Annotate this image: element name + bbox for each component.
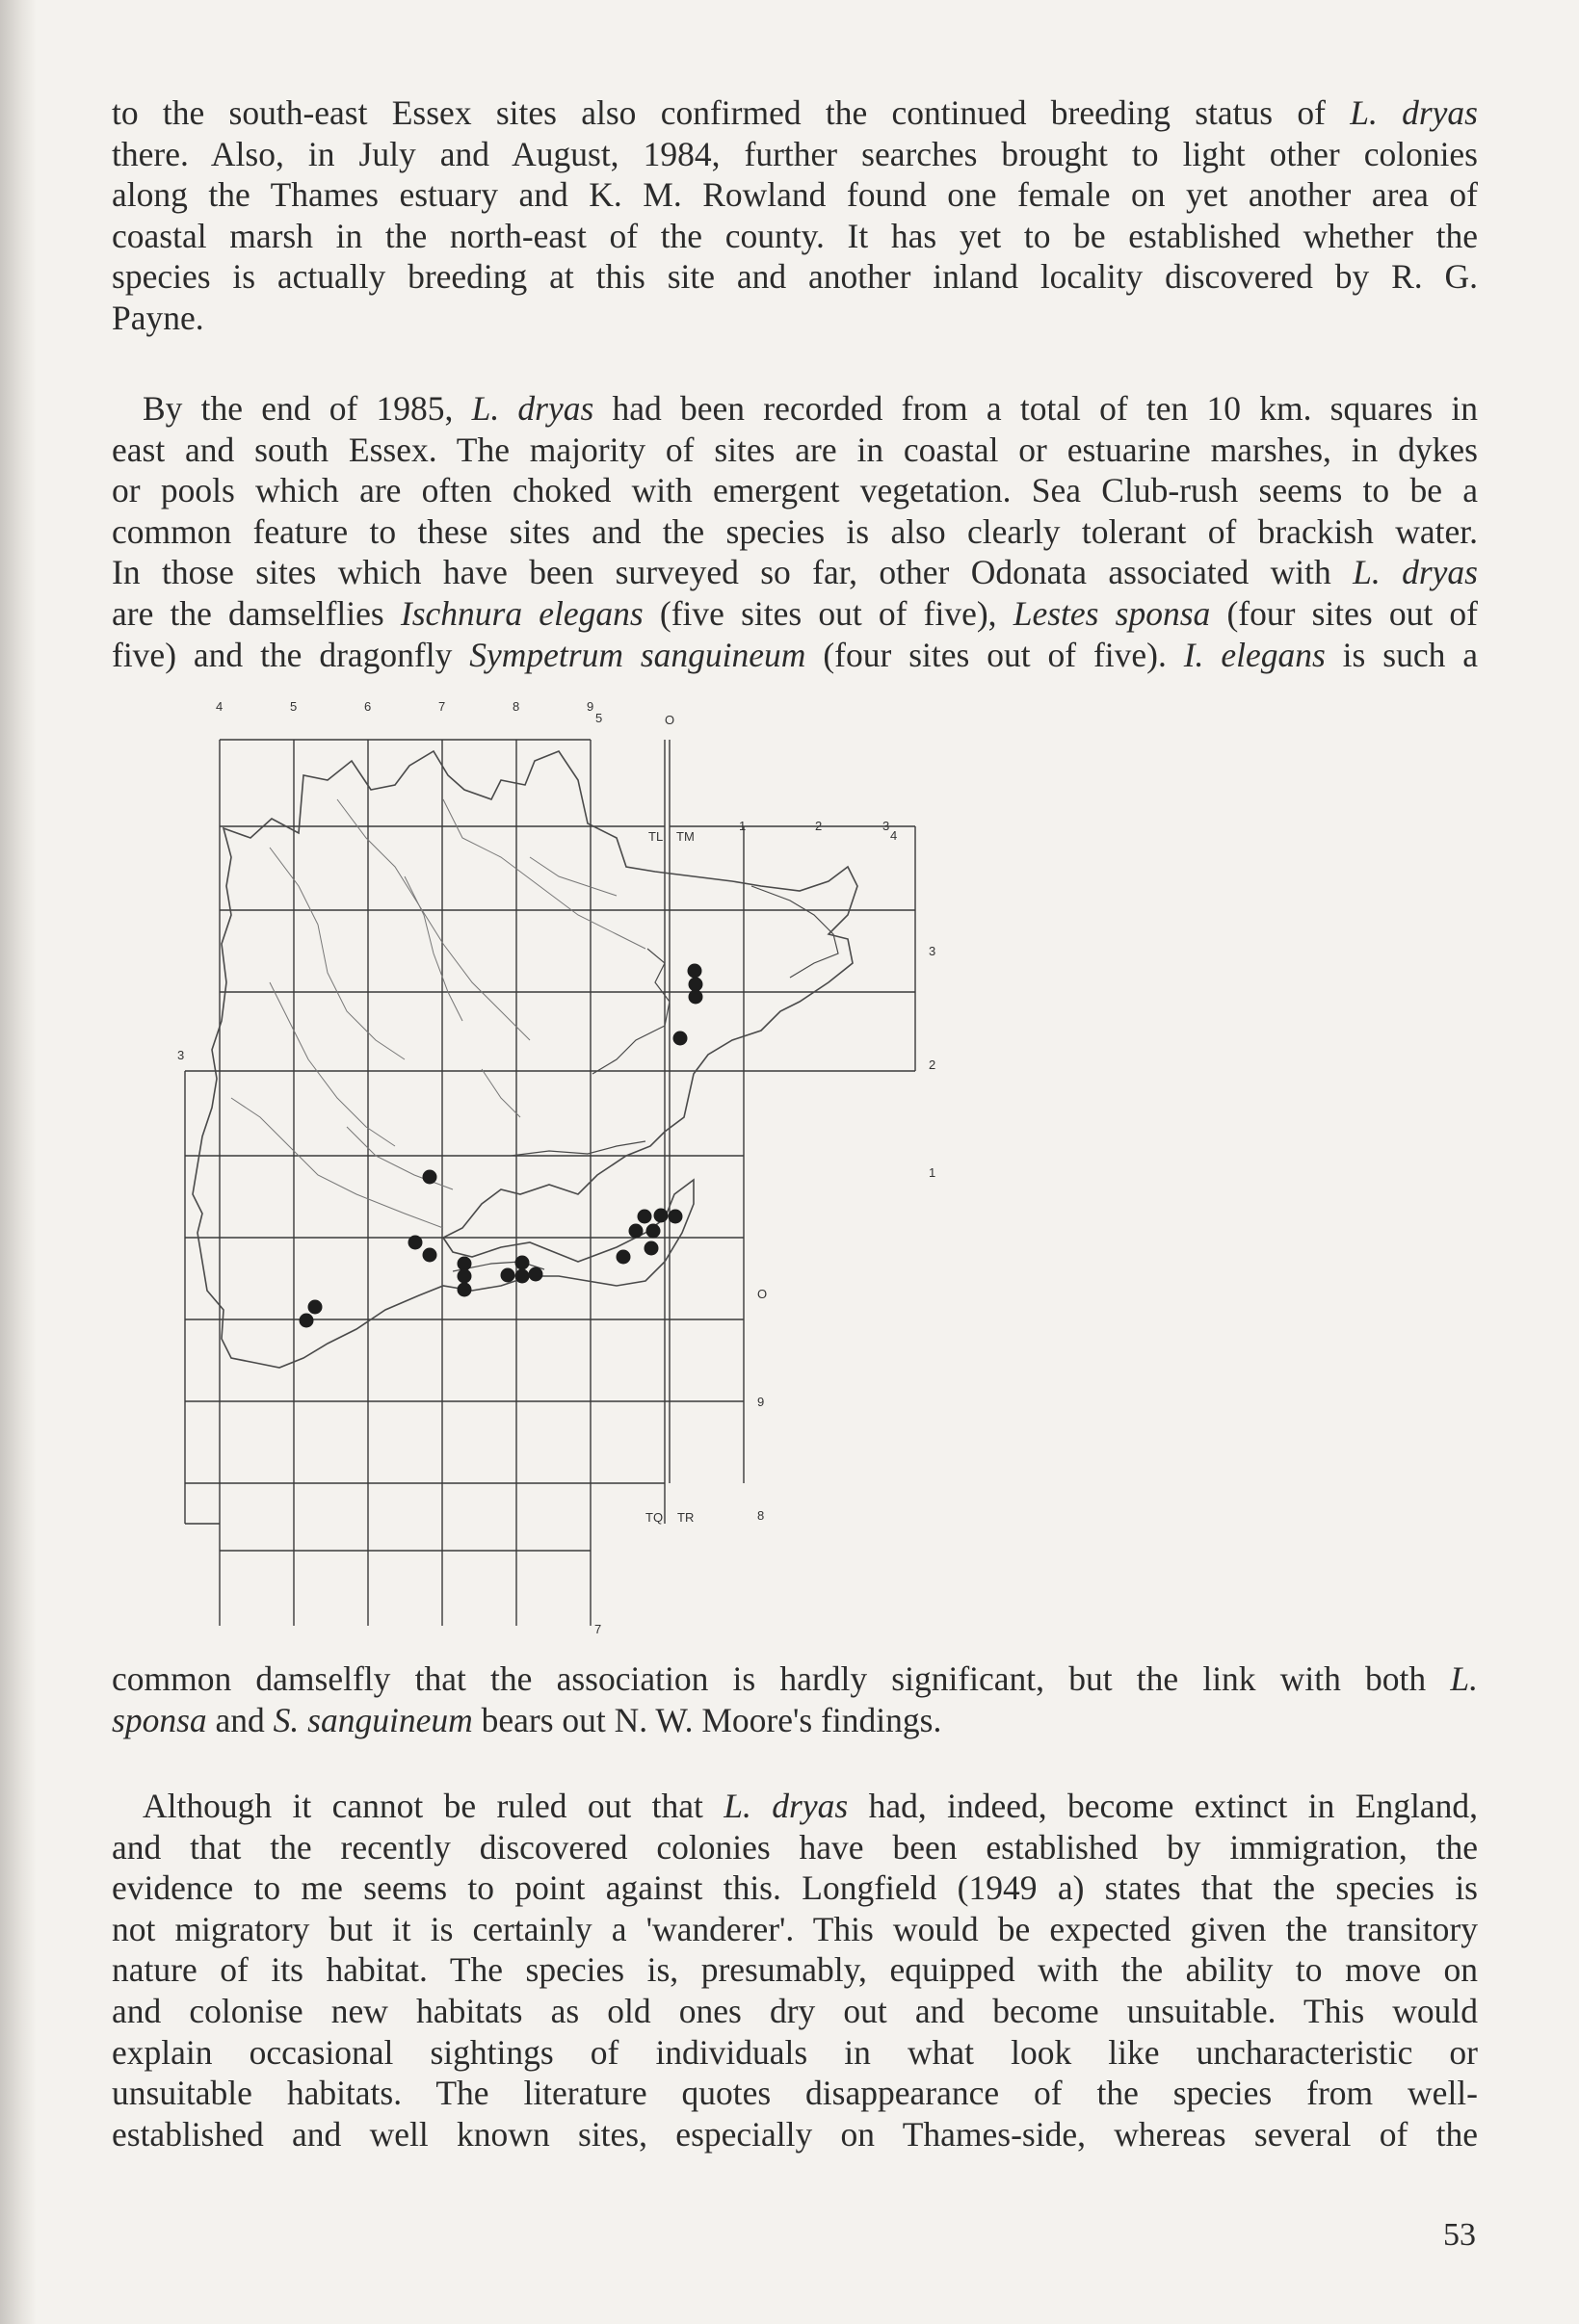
grid-label: 2	[815, 819, 823, 833]
record-dot	[638, 1210, 652, 1224]
text-line: common damselfly that the association is hardly significant, but the link with both L.	[112, 1659, 1478, 1698]
record-dot	[408, 1236, 423, 1250]
text-line: common feature to these sites and the species is also clearly tolerant of brackish water.	[112, 511, 1478, 551]
text-line: are the damselflies Ischnura elegans (five sites out of five), Lestes sponsa (four sites out of	[112, 593, 1479, 633]
text-line: established and well known sites, especially on Thames-side, whereas several of the	[112, 2114, 1478, 2154]
grid-label: 9	[757, 1395, 765, 1409]
record-dot	[458, 1269, 472, 1284]
grid-label: 3	[882, 819, 890, 833]
grid-label: 4	[216, 699, 224, 714]
grid-label: 5	[595, 711, 603, 725]
text-line: or pools which are often choked with emergent vegetation. Sea Club-rush seems to be a	[112, 471, 1478, 510]
text-line: explain occasional sightings of individuals in what look like uncharacteristic or	[112, 2032, 1478, 2072]
grid-label: 1	[929, 1165, 936, 1180]
paragraph-3	[112, 1658, 1478, 1740]
grid-label: 3	[929, 944, 936, 958]
grid-label: O	[665, 713, 675, 727]
grid-label: 1	[739, 819, 747, 833]
zone-label-tr: TR	[677, 1510, 695, 1525]
map-grid	[185, 740, 915, 1626]
record-dot	[688, 964, 702, 979]
text-line: nature of its habitat. The species is, presumably, equipped with the ability to move on	[112, 1950, 1478, 1990]
grid-label: 6	[364, 699, 372, 714]
record-dot	[423, 1170, 437, 1185]
grid-label: 7	[438, 699, 446, 714]
text-line: five) and the dragonfly Sympetrum sanguineum (four sites out of five). I. elegans is such a	[112, 635, 1478, 674]
text-line: Although it cannot be ruled out that L. dryas had, indeed, become extinct in England,	[143, 1787, 1478, 1825]
record-dot	[458, 1257, 472, 1271]
text-line: and that the recently discovered colonies have been established by immigration, the	[112, 1827, 1478, 1867]
record-dot	[646, 1224, 661, 1239]
text-line: sponsa and S. sanguineum bears out N. W. Moore's findings.	[112, 1700, 942, 1739]
text-line: and colonise new habitats as old ones dry out and become unsuitable. This would	[112, 1991, 1478, 2030]
text-line: By the end of 1985, L. dryas had been recorded from a total of ten 10 km. squares in	[143, 389, 1478, 428]
text-line: east and south Essex. The majority of sites are in coastal or estuarine marshes, in dykes	[112, 430, 1478, 469]
text-line: In those sites which have been surveyed so far, other Odonata associated with L. dryas	[112, 553, 1478, 592]
zone-label-tm: TM	[676, 829, 695, 844]
grid-labels	[177, 699, 935, 1636]
grid-label: 4	[890, 828, 898, 843]
record-dot	[669, 1210, 683, 1224]
text-line: to the south-east Essex sites also confirmed the continued breeding status of L. dryas	[112, 93, 1478, 132]
zone-label-tl: TL	[648, 829, 664, 844]
record-dot	[529, 1267, 543, 1282]
page-number: 53	[1443, 2217, 1476, 2253]
record-dot	[501, 1268, 515, 1283]
essex-distribution-map	[177, 693, 1175, 1637]
record-dot	[654, 1209, 669, 1223]
text-line: there. Also, in July and August, 1984, further searches brought to light other colonies	[112, 134, 1478, 173]
record-dot	[673, 1031, 688, 1046]
record-dot	[515, 1256, 530, 1270]
record-dot	[308, 1300, 323, 1315]
record-dot	[300, 1314, 314, 1328]
paragraph-4	[112, 1786, 1478, 2154]
grid-label: 2	[929, 1058, 936, 1072]
grid-label: 8	[757, 1508, 765, 1523]
record-dots	[300, 964, 703, 1328]
record-dot	[617, 1250, 631, 1265]
text-line: evidence to me seems to point against this. Longfield (1949 a) states that the species is	[112, 1868, 1478, 1908]
grid-label: 9	[587, 699, 594, 714]
record-dot	[515, 1269, 530, 1284]
paragraph-1	[112, 92, 1478, 339]
text-line: Payne.	[112, 298, 204, 337]
text-line: species is actually breeding at this site and another inland locality discovered by R. G.	[112, 257, 1478, 297]
grid-label: O	[757, 1287, 768, 1301]
text-line: unsuitable habitats. The literature quotes disappearance of the species from well-	[112, 2074, 1478, 2113]
record-dot	[645, 1241, 659, 1256]
text-line: coastal marsh in the north-east of the county. It has yet to be established whether the	[112, 216, 1478, 255]
zone-label-tq: TQ	[645, 1510, 664, 1525]
grid-label: 8	[513, 699, 520, 714]
grid-label: 7	[594, 1622, 602, 1636]
record-dot	[629, 1224, 644, 1239]
paragraph-2	[112, 388, 1478, 675]
grid-label: 3	[177, 1048, 185, 1062]
text-line: along the Thames estuary and K. M. Rowland found one female on yet another area of	[112, 175, 1478, 215]
record-dot	[458, 1283, 472, 1297]
record-dot	[423, 1248, 437, 1263]
record-dot	[689, 990, 703, 1005]
page-edge-shadow	[0, 0, 37, 2324]
text-line: not migratory but it is certainly a 'wanderer'. This would be expected given the transitory	[112, 1909, 1478, 1948]
grid-label: 5	[290, 699, 298, 714]
record-dot	[689, 978, 703, 992]
